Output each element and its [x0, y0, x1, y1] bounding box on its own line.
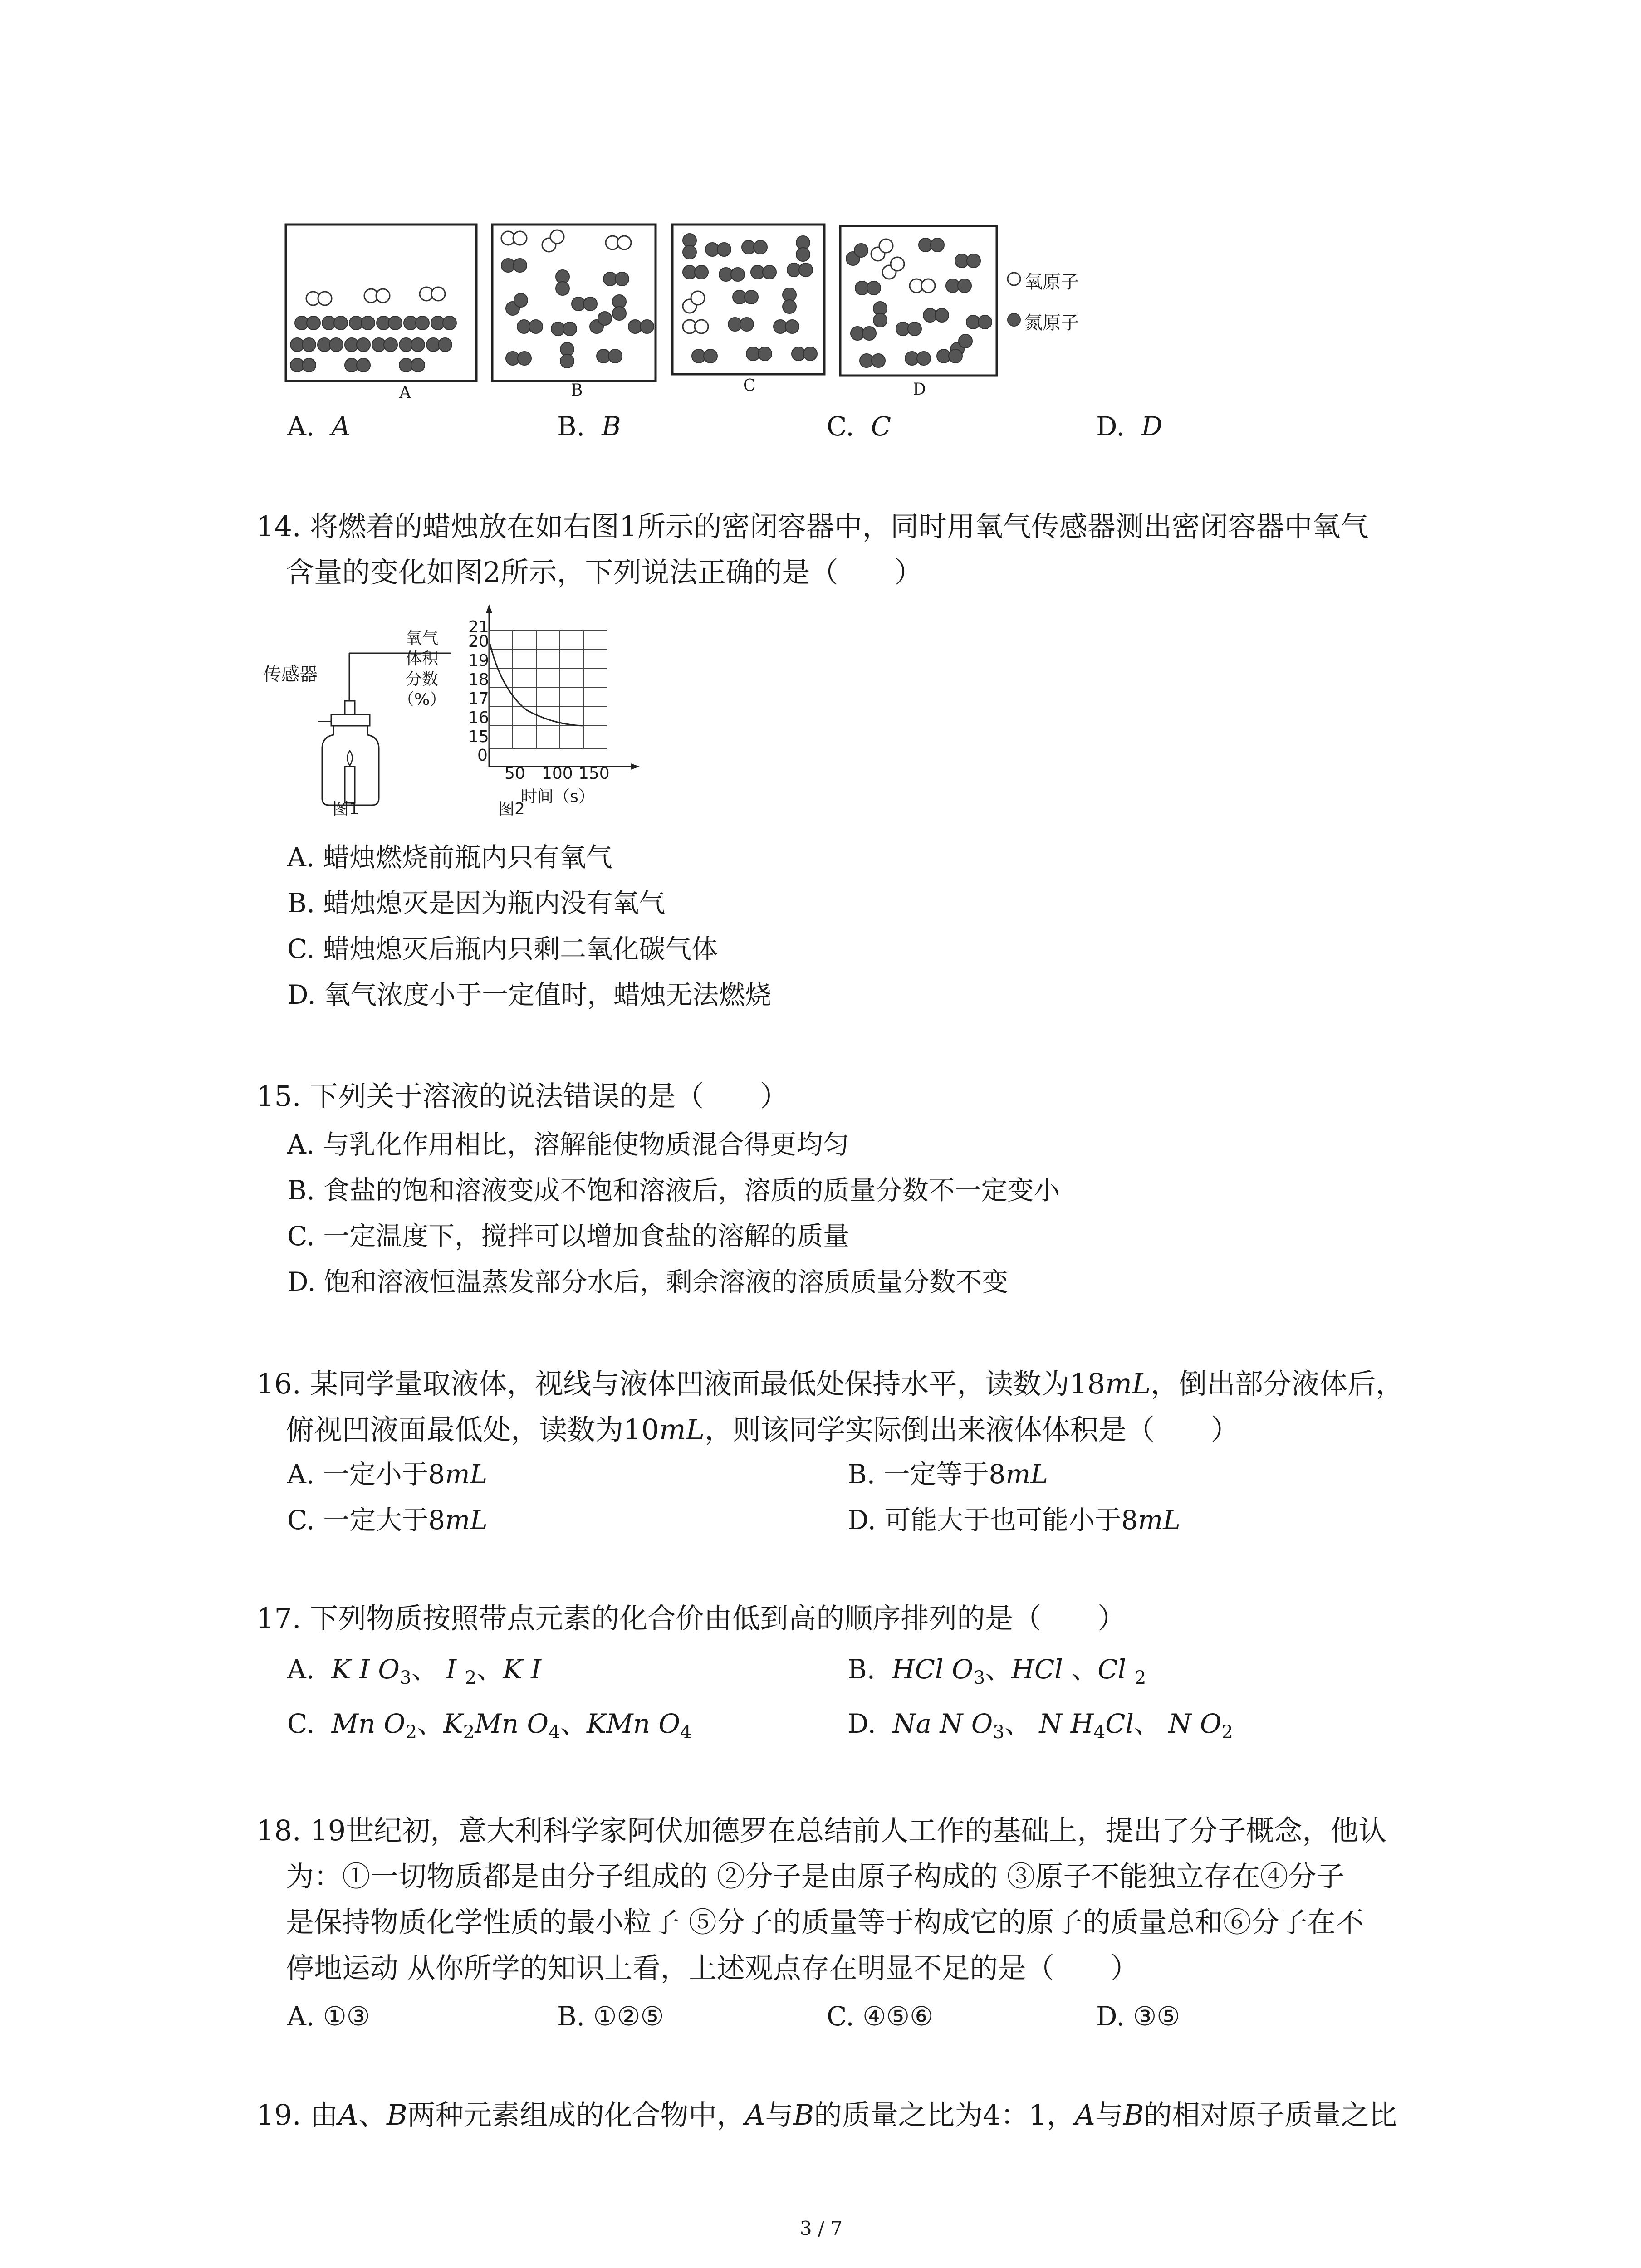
q18-stem-line1: 18. 19世纪初，意大利科学家阿伏加德罗在总结前人工作的基础上，提出了分子概念，他认	[256, 1814, 1387, 1847]
q16-option-c[interactable]: C. 一定大于8mL	[287, 1505, 488, 1535]
q17-option-d[interactable]: D. Na N $O_3$、 N $H_4Cl$、 N $O_2$	[847, 1708, 1234, 1743]
panel-label-c: C	[743, 376, 756, 395]
q14-option-d[interactable]: D. 氧气浓度小于一定值时，蜡烛无法燃烧	[287, 979, 772, 1010]
q13-option-d[interactable]: D. D	[1096, 411, 1163, 442]
q19-text: 与	[765, 2098, 794, 2131]
ylabel-line: 体积	[406, 650, 439, 668]
element-b: B	[793, 2098, 814, 2131]
panel-label-a: A	[399, 383, 411, 402]
y-tick: 17	[468, 689, 489, 708]
panel-label-d: D	[913, 380, 926, 399]
unit: mL	[1105, 1367, 1151, 1400]
q13-legend	[1008, 273, 1020, 326]
oxygen-chart	[486, 604, 640, 770]
nitrogen-atom-icon	[1008, 313, 1020, 326]
q18-option-d[interactable]: D. ③⑤	[1096, 2001, 1181, 2032]
element-b: B	[1123, 2098, 1144, 2131]
q16-text: 俯视凹液面最低处，读数为10	[286, 1413, 659, 1446]
y-tick: 19	[468, 651, 489, 670]
legend-nitrogen-label: 氮原子	[1024, 313, 1079, 333]
q16-stem-line2	[286, 1407, 1239, 1452]
ylabel-line: （%）	[398, 690, 446, 709]
q16-stem-line1	[256, 1361, 1404, 1407]
q16-option-a[interactable]: A. 一定小于8mL	[287, 1459, 488, 1490]
q16-option-d[interactable]: D. 可能大于也可能小于8mL	[847, 1505, 1181, 1535]
q16-text: 16. 某同学量取液体，视线与液体凹液面最低处保持水平，读数为18	[256, 1367, 1106, 1400]
element-a: A	[338, 2098, 359, 2131]
q13-molecule-diagram	[277, 218, 1139, 408]
y-tick: 15	[468, 728, 489, 746]
q16-option-b[interactable]: B. 一定等于8mL	[847, 1459, 1048, 1490]
q14-option-b[interactable]: B. 蜡烛熄灭是因为瓶内没有氧气	[287, 888, 666, 919]
y-axis-label	[398, 628, 446, 710]
x-tick: 50	[505, 764, 525, 783]
q19-text: 与	[1095, 2098, 1123, 2131]
q18-stem-line2: 为：①一切物质都是由分子组成的 ②分子是由原子构成的 ③原子不能独立存在④分子	[286, 1860, 1345, 1893]
y-tick: 21	[468, 618, 489, 636]
y-tick: 18	[468, 670, 489, 689]
sensor-label: 传感器	[263, 664, 318, 685]
q14-stem-line1: 14. 将燃着的蜡烛放在如右图1所示的密闭容器中，同时用氧气传感器测出密闭容器中氧气	[256, 510, 1369, 543]
q19-text: 19. 由	[256, 2098, 338, 2131]
fig2-label: 图2	[498, 800, 525, 818]
q18-stem-line4: 停地运动 从你所学的知识上看，上述观点存在明显不足的是（ ）	[286, 1951, 1139, 1984]
q14-figure	[272, 603, 644, 844]
q17-option-a[interactable]: A. K I $O_3$、 I $_2$、K I	[287, 1654, 542, 1689]
q13-option-b[interactable]: B. B	[557, 411, 621, 442]
q17-stem: 17. 下列物质按照带点元素的化合价由低到高的顺序排列的是（ ）	[256, 1602, 1126, 1635]
fig1-label: 图1	[333, 800, 359, 818]
q15-stem: 15. 下列关于溶液的说法错误的是（ ）	[256, 1080, 789, 1113]
q15-option-b[interactable]: B. 食盐的饱和溶液变成不饱和溶液后，溶质的质量分数不一定变小	[287, 1175, 1060, 1206]
q18-option-a[interactable]: A. ①③	[287, 2001, 370, 2032]
q17-option-c[interactable]: C. Mn $O_2$、$K_2Mn$ $O_4$、KMn $O_4$	[287, 1708, 692, 1743]
q18-option-b[interactable]: B. ①②⑤	[557, 2001, 664, 2032]
q14-option-c[interactable]: C. 蜡烛熄灭后瓶内只剩二氧化碳气体	[287, 934, 718, 964]
q14-option-a[interactable]: A. 蜡烛燃烧前瓶内只有氧气	[287, 842, 612, 873]
q17-option-b[interactable]: B. HCl $O_3$、HCl 、Cl $_2$	[847, 1654, 1146, 1689]
ylabel-line: 分数	[406, 670, 439, 689]
x-tick: 100	[542, 764, 573, 783]
q15-option-d[interactable]: D. 饱和溶液恒温蒸发部分水后，剩余溶液的溶质质量分数不变	[287, 1266, 1009, 1297]
q13-option-c[interactable]: C. C	[827, 411, 892, 442]
y-tick: 20	[468, 632, 489, 651]
page-number: 3 / 7	[799, 2217, 843, 2239]
element-a: A	[745, 2098, 765, 2131]
q19-text: 的相对原子质量之比	[1144, 2098, 1397, 2131]
q19-stem-line1	[256, 2092, 1397, 2138]
element-b: B	[387, 2098, 407, 2131]
q18-stem-line3: 是保持物质化学性质的最小粒子 ⑤分子的质量等于构成它的原子的质量总和⑥分子在不	[286, 1906, 1364, 1939]
q15-option-a[interactable]: A. 与乳化作用相比，溶解能使物质混合得更均匀	[287, 1129, 849, 1160]
q18-option-c[interactable]: C. ④⑤⑥	[827, 2001, 934, 2032]
q16-text: ，则该同学实际倒出来液体体积是（ ）	[704, 1413, 1239, 1446]
q19-text: 、	[358, 2098, 387, 2131]
y-tick: 16	[468, 709, 489, 727]
panel-c	[672, 225, 824, 374]
oxygen-atom-icon	[1008, 273, 1020, 285]
panel-a	[286, 225, 476, 381]
element-a: A	[1074, 2098, 1095, 2131]
unit: mL	[659, 1413, 705, 1446]
legend-oxygen-label: 氧原子	[1024, 272, 1079, 293]
x-axis-label: 时间（s）	[521, 787, 595, 806]
panel-d	[840, 226, 997, 376]
panel-b	[492, 225, 656, 381]
q19-text: 两种元素组成的化合物中，	[407, 2098, 745, 2131]
q13-option-a[interactable]: A. A	[287, 411, 351, 442]
y-tick: 0	[477, 746, 488, 765]
ylabel-line: 氧气	[406, 629, 439, 648]
panel-label-b: B	[571, 381, 583, 400]
x-tick: 150	[578, 764, 610, 783]
q14-stem-line2: 含量的变化如图2所示，下列说法正确的是（ ）	[286, 556, 923, 589]
q15-option-c[interactable]: C. 一定温度下，搅拌可以增加食盐的溶解的质量	[287, 1221, 850, 1251]
q19-text: 的质量之比为4：1，	[814, 2098, 1075, 2131]
q16-text: ，倒出部分液体后，	[1151, 1367, 1404, 1400]
